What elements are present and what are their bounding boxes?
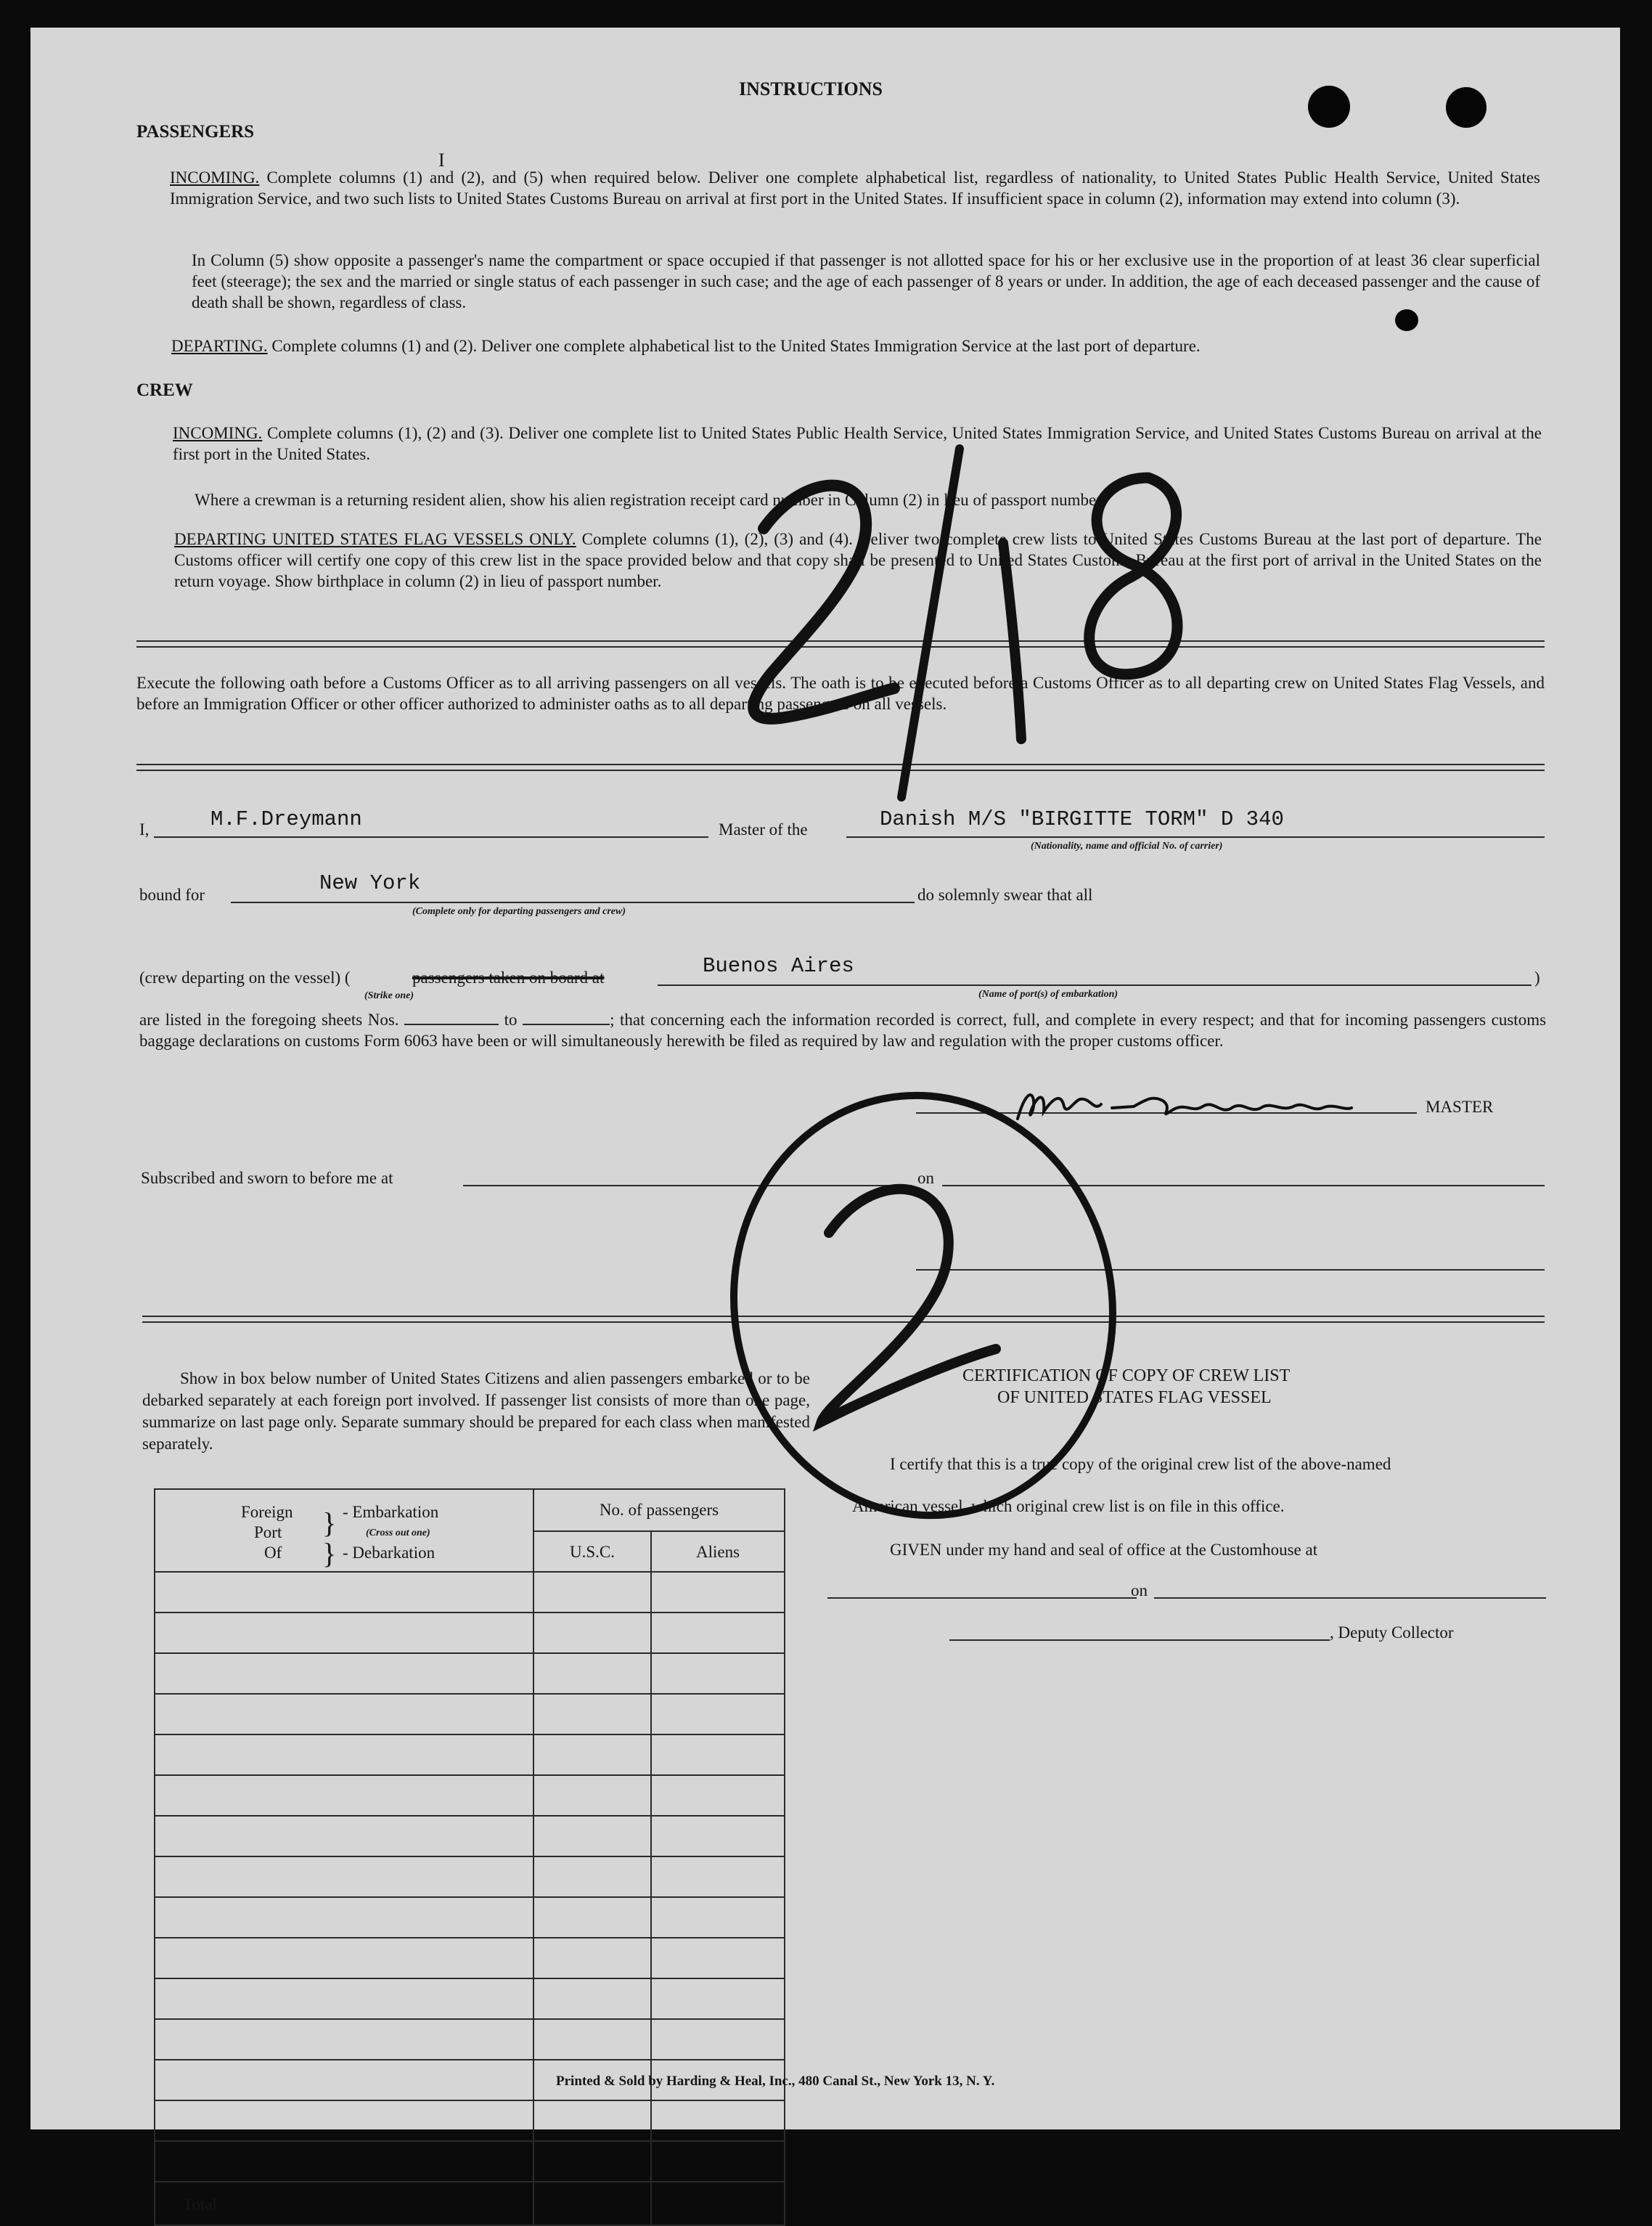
passengers-incoming-text: Complete columns (1) and (2), and (5) when required below. Deliver one complete alphabetical list, regardless of nationality, to United States Public Health Service, United States Immigration Service, and two such lists to United States Customs Bureau on arrival at first port in the United States. If insufficient space in column (2), information may extend into column (3). (170, 168, 1540, 208)
customhouse-place-field (827, 1597, 1137, 1599)
passengers-departing-paragraph (171, 335, 1543, 356)
handwritten-circled-number (684, 1059, 1148, 1538)
passengers-departing-label: DEPARTING. (171, 337, 268, 355)
deputy-collector-label: , Deputy Collector (1330, 1623, 1454, 1642)
bound-for-value: New York (319, 871, 421, 895)
embark-value: Buenos Aires (703, 954, 854, 978)
passengers-incoming-paragraph (170, 167, 1540, 209)
embark-caption: (Name of port(s) of embarkation) (978, 989, 1119, 1000)
subscribed-label: Subscribed and sworn to before me at (141, 1169, 393, 1187)
master-label: MASTER (1426, 1098, 1494, 1116)
certification-title-1: CERTIFICATION OF COPY OF CREW LIST (962, 1366, 1291, 1385)
of-label: Of (264, 1544, 282, 1562)
certification-date-field (1154, 1597, 1546, 1599)
passengers-heading: PASSENGERS (136, 122, 255, 142)
swear-text: do solemnly swear that all (917, 886, 1093, 904)
vessel-field (846, 836, 1545, 838)
document-page (30, 28, 1620, 2214)
foreign-port-header: Foreign Port Of } } - Embarkation (Cross out one) - Debarkation (155, 1489, 533, 1572)
crew-flag-text: Complete columns (1), (2), (3) and (4). Deliver two complete crew lists to United States Customs Bureau at the last port of departure. The Customs officer will certify one copy of this crew list in the space provided below and that copy shall be presented to United States Customs Bureau at the first port of arrival in the United States on the return voyage. Show birthplace in column (2) in lieu of passport number. (174, 530, 1542, 590)
punch-hole-left (1308, 86, 1350, 128)
embark-close-paren: ) (1534, 969, 1540, 987)
bound-for-field (231, 902, 915, 903)
port-label: Port (254, 1523, 282, 1541)
foreign-label: Foreign (241, 1503, 293, 1521)
master-name-field (154, 836, 708, 838)
certify-text: I certify that this is a true copy of the original crew list of the above-named (890, 1455, 1391, 1473)
master-name-value: M.F.Dreymann (210, 807, 362, 831)
listed-prefix: are listed in the foregoing sheets Nos. (139, 1011, 399, 1029)
oath-intro-paragraph: Execute the following oath before a Customs Officer as to all arriving passengers on all vessels. The oath is to be executed before a Customs Officer as to all departing crew on United States Flag Vessels, and before an Immigration Officer or other officer authorized to administer oaths as to all departing passengers on all vessels. (136, 674, 1545, 713)
crew-flag-label: DEPARTING UNITED STATES FLAG VESSELS ONLY. (174, 530, 576, 548)
instructions-title: INSTRUCTIONS (739, 78, 883, 99)
summary-row-aliens (651, 1572, 785, 1613)
passenger-summary-table (154, 1488, 785, 2226)
strike-caption: (Strike one) (364, 990, 414, 1001)
certification-on-label: on (1131, 1581, 1148, 1599)
vessel-caption: (Nationality, name and official No. of carrier) (1031, 841, 1223, 852)
total-aliens (651, 2182, 785, 2225)
crew-heading: CREW (136, 380, 193, 400)
listed-to: to (504, 1011, 518, 1029)
crew-incoming-text: Complete columns (1), (2) and (3). Deliver one complete list to United States Public Health Service, United States Immigration Service, and United States Customs Bureau on arrival at the first port in the United States. (173, 424, 1542, 463)
usc-label: U.S.C. (534, 1532, 652, 1573)
subscribed-on-label: on (917, 1169, 934, 1187)
struck-text: passengers taken on board at (412, 969, 605, 987)
passengers-column5-paragraph: In Column (5) show opposite a passenger's name the compartment or space occupied if that passenger is not allotted space for his or her exclusive use in the proportion of at least 36 clear superficial feet (steerage); the sex and the married or single status of each passenger in such case; and the age of each passenger of 8 years or under. In addition, the age of each deceased passenger and the cause of death shall be shown, regardless of class. (192, 251, 1540, 311)
oath-i-label: I, (139, 820, 150, 839)
listed-text: ; that concerning each the information recorded is correct, full, and complete in every respect; and that for incoming passengers customs baggage declarations on customs Form 6063 have been or will simultaneously herewith be filed as required by law and regulation with the proper customs officer. (139, 1011, 1547, 1050)
embark-field (658, 984, 1532, 986)
passengers-departing-text: Complete columns (1) and (2). Deliver one complete alphabetical list to the United States Immigration Service at the last port of departure. (271, 337, 1201, 355)
aliens-label: Aliens (695, 1543, 740, 1561)
no-passengers-label: No. of passengers (534, 1490, 784, 1532)
stray-mark: I (438, 150, 445, 171)
punch-hole-right (1446, 87, 1487, 128)
given-text: GIVEN under my hand and seal of office at the Customhouse at (890, 1541, 1318, 1559)
crew-departing-label: (crew departing on the vessel) ( (139, 969, 351, 987)
bound-for-caption: (Complete only for departing passengers and crew) (412, 906, 626, 917)
master-of-label: Master of the (719, 820, 808, 839)
total-label: Total (183, 2196, 217, 2214)
certification-title-2: OF UNITED STATES FLAG VESSEL (997, 1388, 1272, 1407)
passengers-incoming-label: INCOMING. (170, 168, 260, 187)
vessel-value: Danish M/S "BIRGITTE TORM" D 340 (880, 807, 1284, 831)
deputy-collector-field (949, 1639, 1330, 1641)
crew-incoming-label: INCOMING. (173, 424, 263, 442)
summary-row-port (155, 1572, 533, 1613)
handwritten-page-number (684, 434, 1337, 812)
crew-resident-paragraph: Where a crewman is a returning resident alien, show his alien registration receipt card number in Column (2) in lieu of passport number. (195, 491, 1105, 509)
debarkation-label: - Debarkation (343, 1544, 436, 1562)
summary-row-usc (533, 1572, 651, 1613)
american-vessel-text: American vessel, which original crew list is on file in this office. (852, 1497, 1285, 1515)
total-usc (533, 2182, 651, 2225)
total-cell (155, 2182, 533, 2225)
printer-footer: Printed & Sold by Harding & Heal, Inc., 480 Canal St., New York 13, N. Y. (556, 2074, 995, 2089)
summary-instructions: Show in box below number of United States Citizens and alien passengers embarked or to be debarked separately at each foreign port involved. If passenger list consists of more than one page, summarize on last page only. Separate summary should be prepared for each class when manifested separately. (142, 1369, 810, 1453)
bound-for-label: bound for (139, 886, 205, 904)
listed-paragraph (139, 1009, 1546, 1051)
cross-out-caption: (Cross out one) (366, 1528, 430, 1538)
embarkation-label: - Embarkation (343, 1503, 439, 1521)
